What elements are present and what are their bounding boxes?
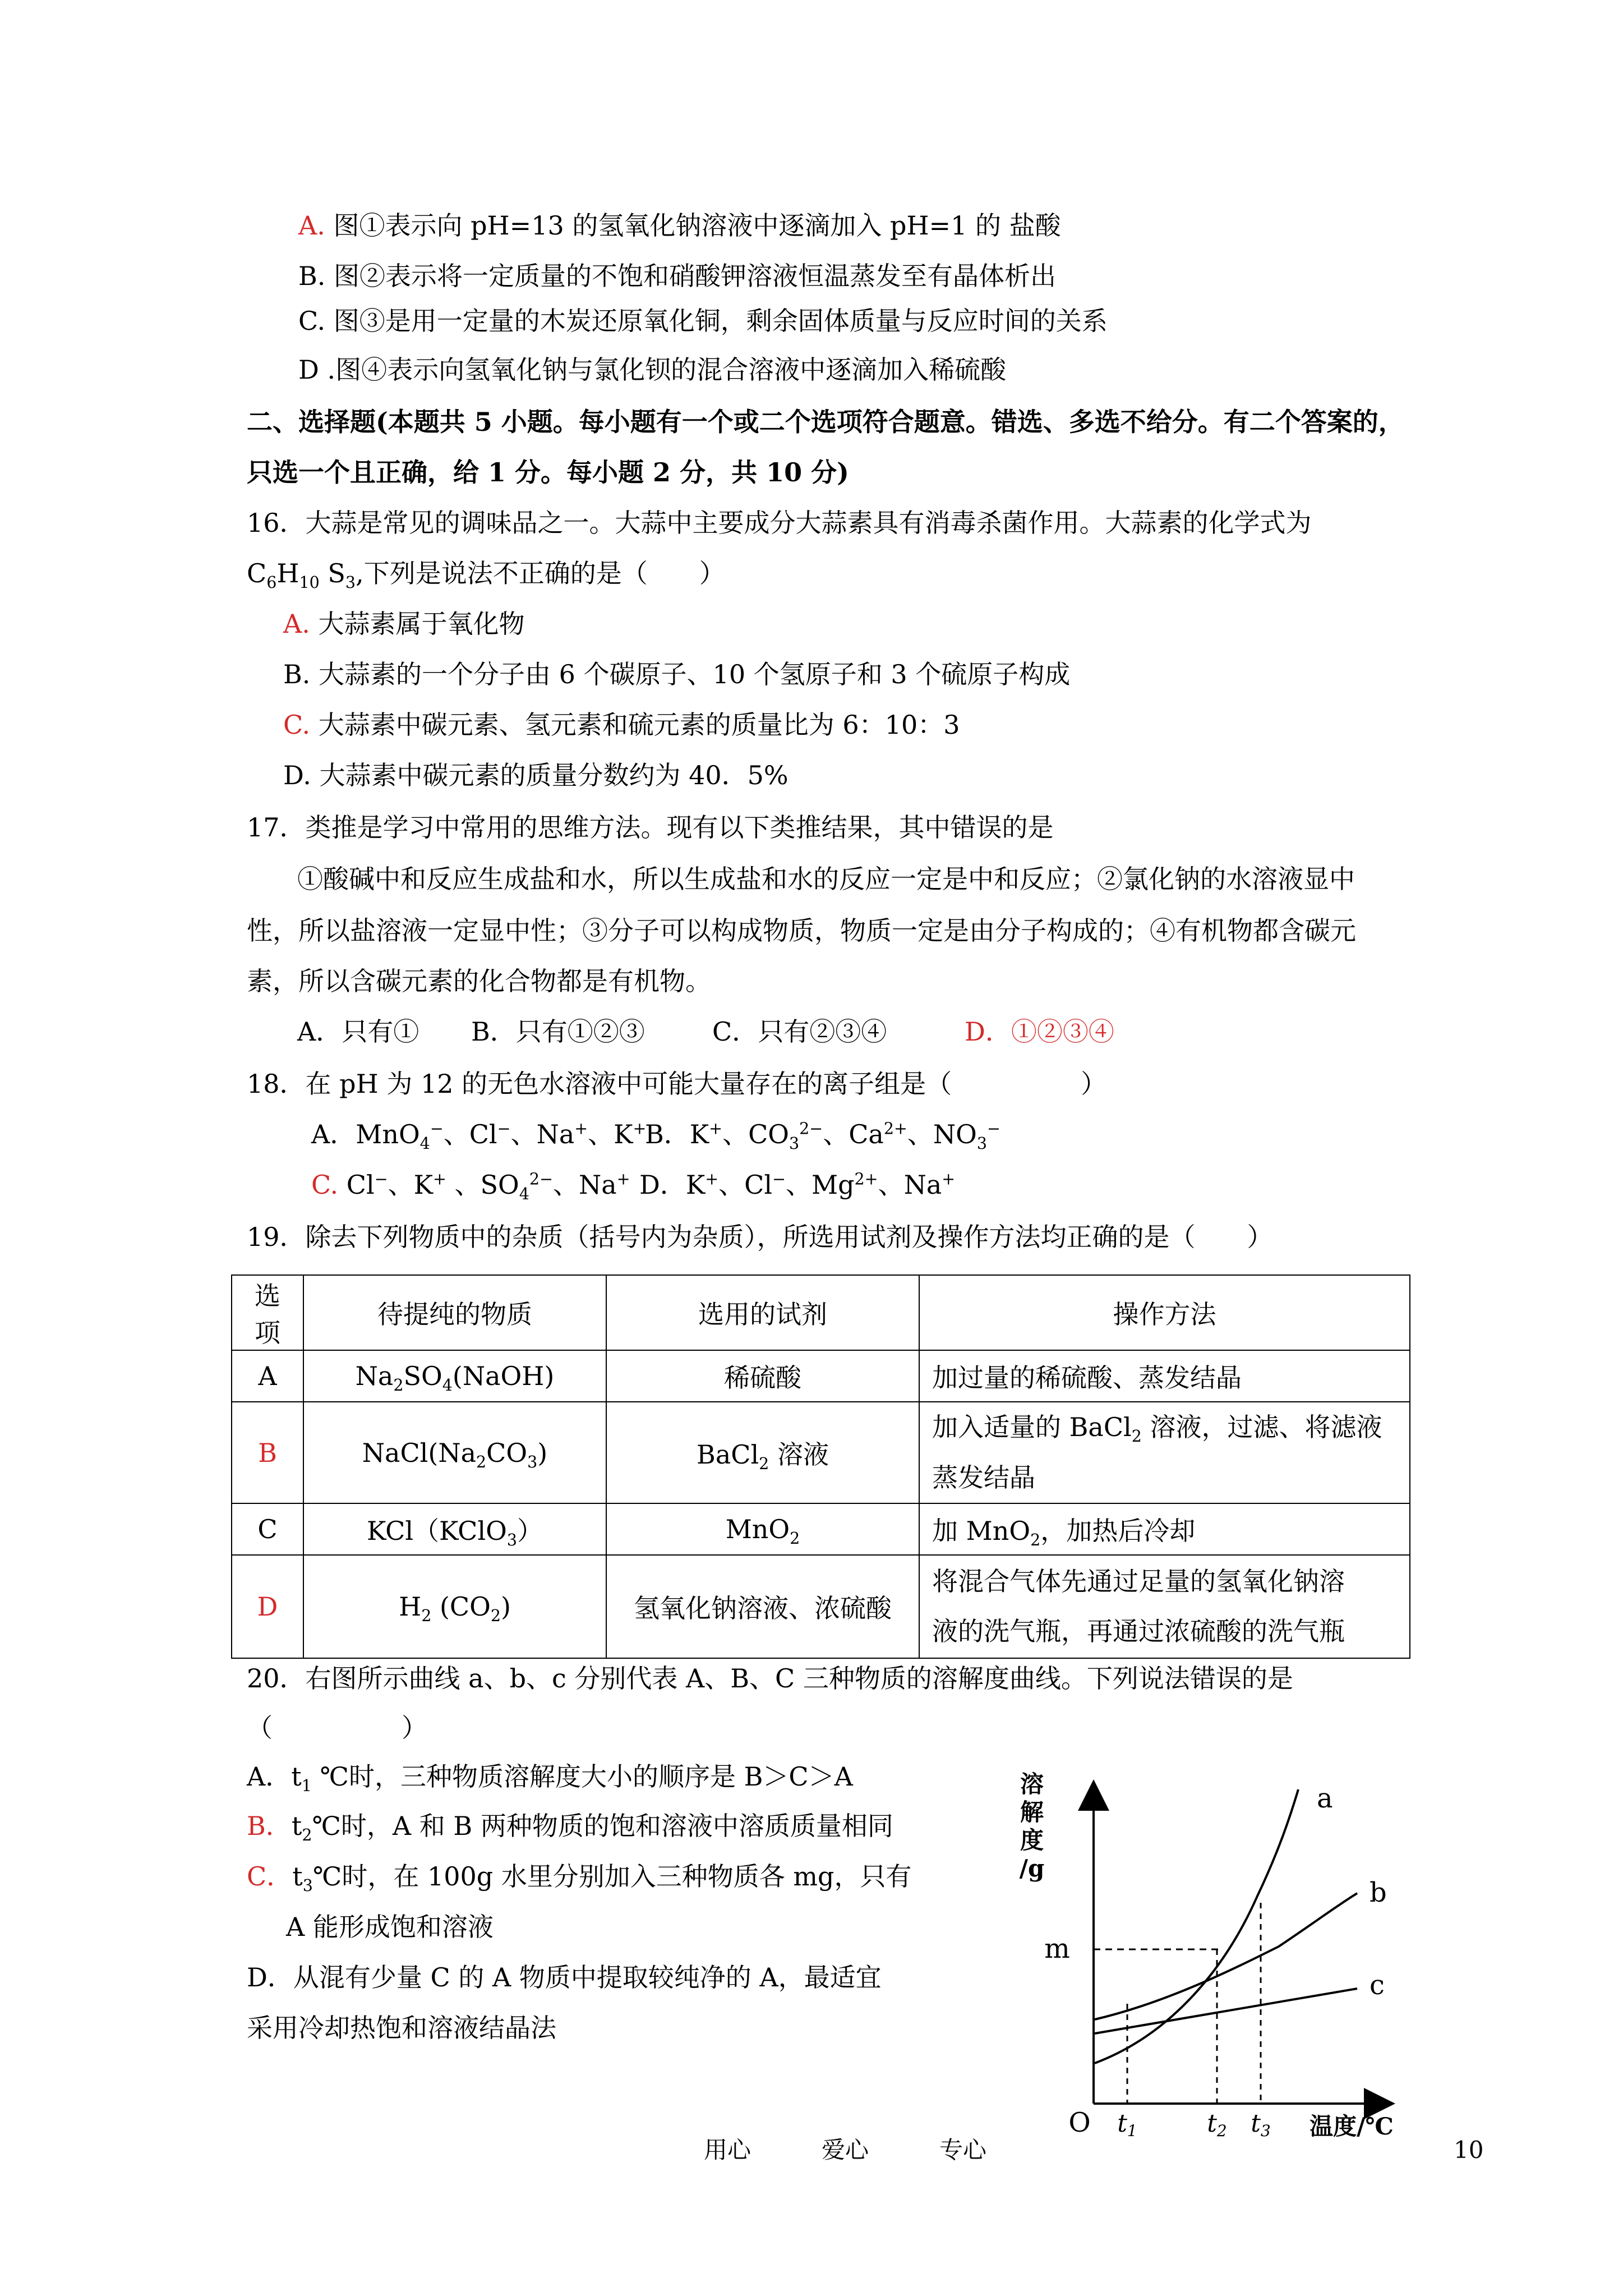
q19-stem: 19．除去下列物质中的杂质（括号内为杂质），所选用试剂及操作方法均正确的是（ ）	[247, 1222, 1273, 1252]
q17-stem: 17．类推是学习中常用的思维方法。现有以下类推结果，其中错误的是	[247, 812, 1054, 843]
row-b-substance: $NaCl(Na_2CO_3)$	[303, 1402, 606, 1503]
q18-option-b: B．K+、$CO_3^{2-}$、$Ca^{2+}$、$NO_3^-$	[645, 1119, 1000, 1153]
curve-a	[1095, 1789, 1298, 2063]
q16-option-d: D. 大蒜素中碳元素的质量分数约为 40．5%	[283, 760, 789, 790]
q18-option-d: D．K+、Cl−、$Mg^{2+}$、Na+	[639, 1170, 956, 1200]
q18-option-a: A．MnO$_4$−、Cl−、Na+、K+	[311, 1119, 647, 1153]
row-d-reagent: 氢氧化钠溶液、浓硫酸	[606, 1555, 919, 1658]
curve-b	[1095, 1893, 1357, 2019]
row-a-option: A	[232, 1350, 303, 1402]
row-a-substance: $Na_2SO_4(NaOH)$	[303, 1350, 606, 1402]
row-b-reagent: BaCl$_2$ 溶液	[606, 1402, 919, 1503]
q20-stem: 20．右图所示曲线 a、b、c 分别代表 A、B、C 三种物质的溶解度曲线。下列说法错误的是	[247, 1663, 1293, 1694]
header-option: 选项	[232, 1275, 303, 1350]
q20-option-d-line1: D．从混有少量 C 的 A 物质中提取较纯净的 A，最适宜	[247, 1962, 882, 1993]
q20-paren: （ ）	[247, 1713, 427, 1743]
table-row	[232, 1503, 1410, 1555]
q18-option-c: C. Cl−、K+ 、$SO_4^{2-}$、Na+	[311, 1170, 630, 1204]
page-number: 10	[1454, 2136, 1484, 2164]
y-axis-label-2: 解	[1020, 1798, 1044, 1826]
q17-body-line2: 性，所以盐溶液一定显中性；③分子可以构成物质，物质一定是由分子构成的；④有机物都含碳元	[247, 915, 1356, 946]
q17-body-line1: ①酸碱中和反应生成盐和水，所以生成盐和水的反应一定是中和反应；②氯化钠的水溶液显中	[297, 864, 1355, 894]
q19-table	[231, 1274, 1410, 1659]
q15-option-b: B. 图②表示将一定质量的不饱和硝酸钾溶液恒温蒸发至有晶体析出	[298, 261, 1057, 291]
q15-option-a: A. 图①表示向 pH=13 的氢氧化钠溶液中逐滴加入 pH=1 的 盐酸	[298, 210, 1061, 241]
row-c-option: C	[232, 1503, 303, 1555]
table-row	[232, 1402, 1410, 1503]
q20-option-c: C．$t_3℃$时，在 100g 水里分别加入三种物质各 mg，只有	[247, 1861, 912, 1895]
q18-stem: 18．在 pH 为 12 的无色水溶液中可能大量存在的离子组是（ ）	[247, 1069, 1107, 1099]
x-tick-t3: t3	[1251, 2109, 1271, 2140]
q20-option-a: A．$t_1$ ℃时，三种物质溶解度大小的顺序是 B＞C＞A	[247, 1761, 853, 1796]
header-substance: 待提纯的物质	[303, 1275, 606, 1350]
row-b-option: B	[232, 1402, 303, 1503]
table-row	[232, 1555, 1410, 1658]
q16-stem: 16．大蒜是常见的调味品之一。大蒜中主要成分大蒜素具有消毒杀菌作用。大蒜素的化学式为	[247, 508, 1312, 538]
row-d-option: D	[232, 1555, 303, 1658]
y-axis-label-4: /g	[1019, 1855, 1045, 1882]
x-axis-label: 温度/℃	[1310, 2113, 1394, 2140]
q17-option-b: B．只有①②③	[471, 1016, 645, 1047]
header-method: 操作方法	[919, 1275, 1410, 1350]
origin-label: O	[1068, 2107, 1091, 2138]
q20-option-b: B．$t_2℃$时，A 和 B 两种物质的饱和溶液中溶质质量相同	[247, 1811, 893, 1845]
row-c-method: 加 MnO$_2$，加热后冷却	[919, 1503, 1410, 1555]
row-b-method: 加入适量的 BaCl$_2$ 溶液，过滤、将滤液 蒸发结晶	[919, 1402, 1410, 1503]
row-a-reagent: 稀硫酸	[606, 1350, 919, 1402]
x-tick-t2: t2	[1207, 2109, 1227, 2140]
header-reagent: 选用的试剂	[606, 1275, 919, 1350]
row-a-method: 加过量的稀硫酸、蒸发结晶	[919, 1350, 1410, 1402]
curve-label-a: a	[1317, 1783, 1333, 1814]
footer-center: 用心 爱心 专心	[704, 2136, 987, 2164]
q15-option-c: C. 图③是用一定量的木炭还原氧化铜，剩余固体质量与反应时间的关系	[298, 306, 1108, 336]
curve-label-c: c	[1370, 1970, 1385, 2001]
row-c-reagent: MnO$_2$	[606, 1503, 919, 1555]
q17-option-c: C．只有②③④	[712, 1016, 887, 1047]
row-d-substance: $H_2$ $(CO_2)$	[303, 1555, 606, 1658]
q16-option-a: A. 大蒜素属于氧化物	[283, 609, 525, 639]
curve-c	[1095, 1989, 1357, 2033]
row-d-method: 将混合气体先通过足量的氢氧化钠溶 液的洗气瓶，再通过浓硫酸的洗气瓶	[919, 1555, 1410, 1658]
curve-label-b: b	[1370, 1877, 1387, 1908]
table-header-row	[232, 1275, 1410, 1350]
y-axis-label-3: 度	[1020, 1826, 1044, 1854]
section2-heading-line1: 二、选择题(本题共 5 小题。每小题有一个或二个选项符合题意。错选、多选不给分。有二个答案的，	[247, 407, 1404, 437]
q17-option-a: A．只有①	[297, 1016, 419, 1047]
q17-body-line3: 素，所以含碳元素的化合物都是有机物。	[247, 966, 711, 996]
q16-option-c: C. 大蒜素中碳元素、氢元素和硫元素的质量比为 6：10：3	[283, 710, 960, 740]
x-tick-t1: t1	[1117, 2109, 1137, 2140]
q16-stem-formula: $C_6H_{10}$ $S_3$,下列是说法不正确的是（ ）	[247, 558, 725, 592]
q16-option-b: B. 大蒜素的一个分子由 6 个碳原子、10 个氢原子和 3 个硫原子构成	[283, 659, 1071, 689]
y-tick-m: m	[1044, 1933, 1070, 1964]
y-axis-label-1: 溶	[1020, 1770, 1044, 1798]
section2-heading-line2: 只选一个且正确，给 1 分。每小题 2 分，共 10 分)	[247, 457, 849, 487]
q20-option-c-line2: A 能形成饱和溶液	[286, 1912, 494, 1942]
q20-option-d-line2: 采用冷却热饱和溶液结晶法	[247, 2013, 556, 2043]
q15-option-d: D .图④表示向氢氧化钠与氯化钡的混合溶液中逐滴加入稀硫酸	[298, 355, 1007, 385]
solubility-chart	[998, 1756, 1424, 2148]
q17-option-d: D．①②③④	[965, 1016, 1114, 1047]
row-c-substance: KCl（KClO$_3$）	[303, 1503, 606, 1555]
table-row	[232, 1350, 1410, 1402]
